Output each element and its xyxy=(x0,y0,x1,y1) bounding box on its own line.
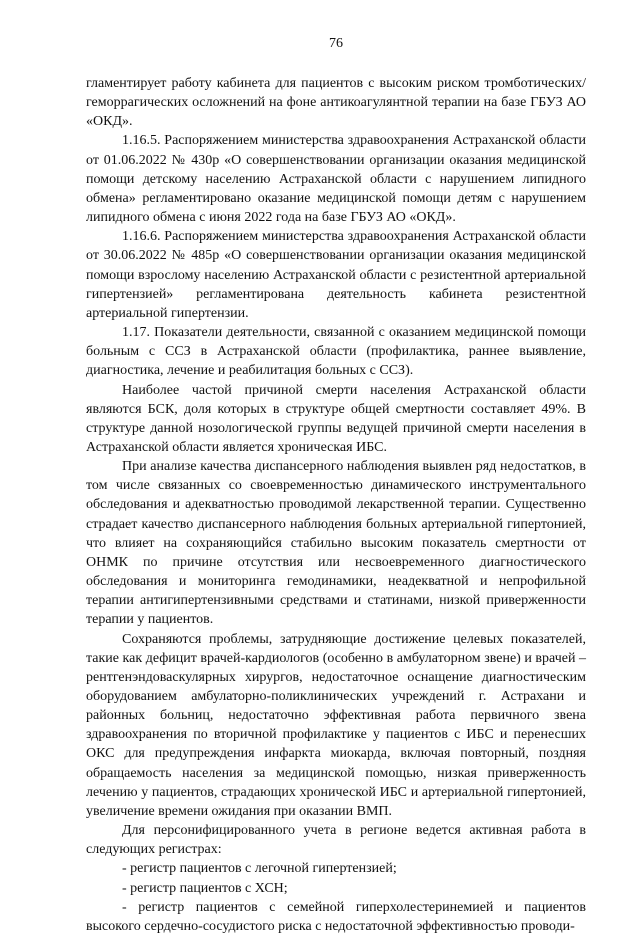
page-number: 76 xyxy=(329,36,343,51)
document-page xyxy=(86,36,586,936)
paragraph-dispensary-analysis: При анализе качества диспансерного наблюдения выявлен ряд недостатков, в том числе связанных со своевременностью динамического инструментального обследования и адекватностью проводимой лекарственной терапии. Существенно страдает качество диспансерного наблюдения больных артериальной гипертонией, что влияет на сохраняющийся стабильно высоким показатель смертности от ОНМК по причине отсутствия или несвоевременного диагностического обследования и мониторинга гемодинамики, неадекватной и непрофильной терапии антигипертензивными средствами и статинами, низкой приверженности терапии у пациентов. xyxy=(86,459,586,628)
paragraph-1-16-6: 1.16.6. Распоряжением министерства здравоохранения Астраханской области от 30.06.2022 № 485р «О совершенствовании организации оказания медицинской помощи взрослому населению Астраханской области с резистентной артериальной гипертензией» регламентирована деятельность кабинета резистентной артериальной гипертензии. xyxy=(86,229,586,321)
paragraph-continuation: гламентирует работу кабинета для пациентов с высоким риском тромботических/геморрагических осложнений на фоне антикоагулянтной терапии на базе ГБУЗ АО «ОКД». xyxy=(86,76,586,130)
list-item-hypercholesterolemia-registry: - регистр пациентов с семейной гиперхолестеринемией и пациентов высокого сердечно-сосудистого риска с недостаточной эффективностью проводи- xyxy=(86,899,586,934)
paragraph-1-17: 1.17. Показатели деятельности, связанной с оказанием медицинской помощи больным с ССЗ в Астраханской области (профилактика, раннее выявление, диагностика, лечение и реабилитация больных с ССЗ). xyxy=(86,325,586,379)
list-item-chf-registry: - регистр пациентов с ХСН; xyxy=(122,880,288,896)
paragraph-mortality-causes: Наиболее частой причиной смерти населения Астраханской области являются БСК, доля которых в структуре общей смертности составляет 49%. В структуре данной нозологической группы ведущей причиной смерти населения в Астраханской области является хроническая ИБС. xyxy=(86,382,586,455)
paragraph-problems: Сохраняются проблемы, затрудняющие достижение целевых показателей, такие как дефицит врачей-кардиологов (особенно в амбулаторном звене) и врачей – рентгенэндоваскулярных хирургов, недостаточное оснащение диагностическим оборудованием амбулаторно-поликлинических учреждений г. Астрахани и районных больниц, недостаточно эффективная работа первичного звена здравоохранения по вторичной профилактике у пациентов с ИБС и перенесших ОКС для предупреждения инфаркта миокарда, включая повторный, поздняя обращаемость населения за медицинской помощью, низкая приверженность лечению у пациентов, страдающих хронической ИБС и артериальной гипертонией, увеличение времени ожидания при оказании ВМП. xyxy=(86,631,586,819)
paragraph-1-16-5: 1.16.5. Распоряжением министерства здравоохранения Астраханской области от 01.06.2022 № 430р «О совершенствовании организации оказания медицинской помощи детскому населению Астраханской области с нарушением липидного обмена» регламентировано оказание медицинской помощи детям с нарушением липидного обмена с июня 2022 года на базе ГБУЗ АО «ОКД». xyxy=(86,133,586,226)
paragraph-registries-intro: Для персонифицированного учета в регионе ведется активная работа в следующих регистрах: xyxy=(86,823,586,858)
list-item-pulmonary-hypertension-registry: - регистр пациентов с легочной гипертензией; xyxy=(122,861,397,877)
